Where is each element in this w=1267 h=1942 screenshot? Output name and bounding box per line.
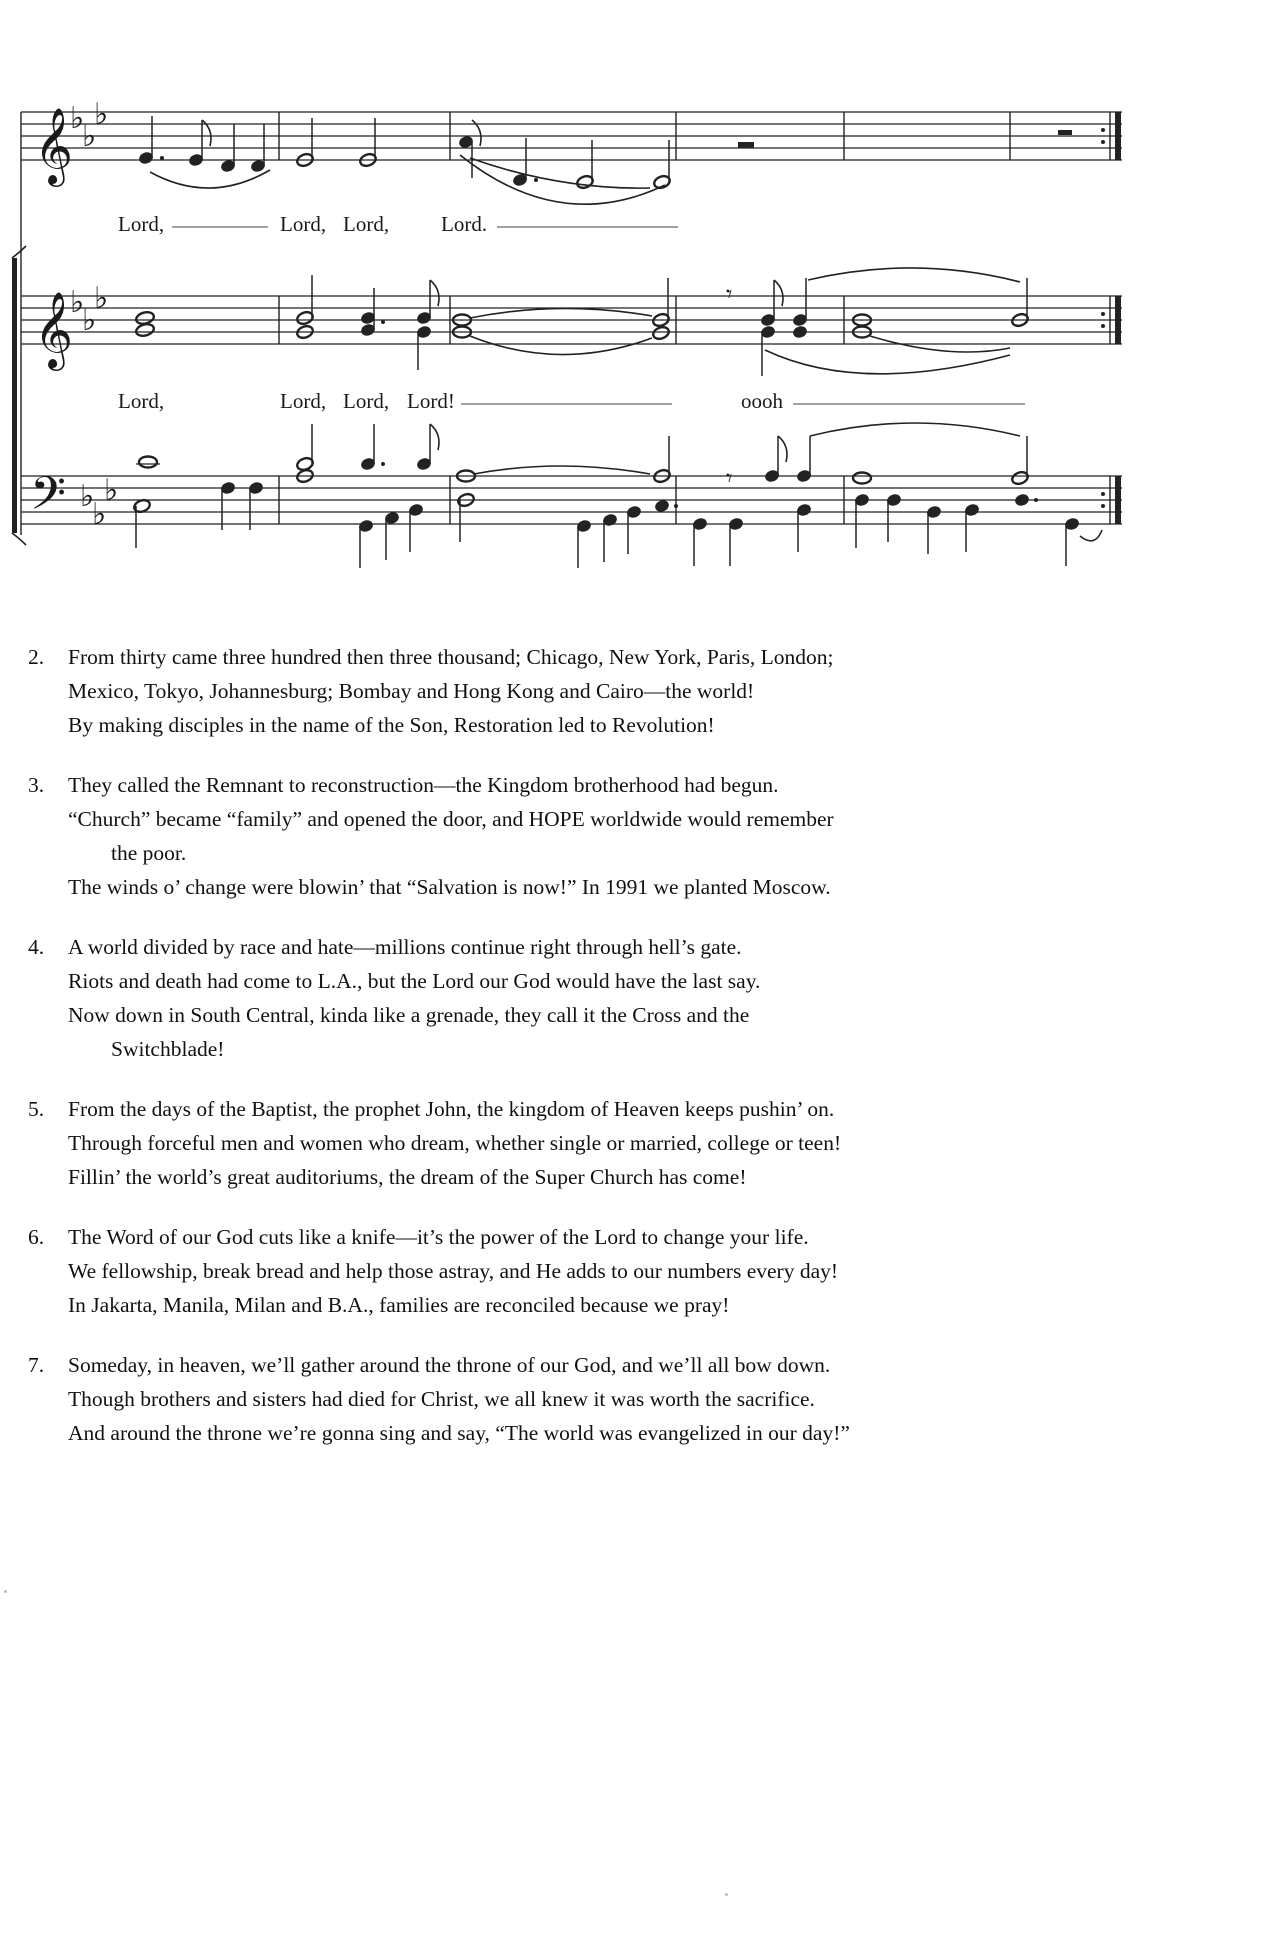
verse-number: 5.	[28, 1097, 45, 1121]
lyric-mid-3: Lord,	[343, 389, 390, 413]
lyric-mid-5: oooh	[741, 389, 783, 413]
svg-text:𝄾: 𝄾	[726, 466, 733, 492]
lyric-mid-2: Lord,	[280, 389, 327, 413]
staff-1	[21, 112, 1122, 160]
verse-5	[0, 1092, 1267, 1194]
verse-line: The winds o’ change were blowin’ that “Salvation is now!” In 1991 we planted Moscow.	[68, 875, 831, 899]
lyric-top-1: Lord,	[118, 212, 165, 236]
lyric-mid-1: Lord,	[118, 389, 165, 413]
lyric-mid-4: Lord!	[407, 389, 455, 413]
lyric-top-3: Lord,	[343, 212, 390, 236]
verse-line: Now down in South Central, kinda like a grenade, they call it the Cross and the	[68, 1003, 750, 1027]
svg-text:♭: ♭	[70, 286, 85, 319]
svg-text:♭: ♭	[82, 120, 97, 153]
verse-6	[0, 1220, 1267, 1322]
verse-line: Fillin’ the world’s great auditoriums, the dream of the Super Church has come!	[68, 1165, 747, 1189]
verse-line: They called the Remnant to reconstruction—the Kingdom brotherhood had begun.	[68, 773, 779, 797]
verse-number: 2.	[28, 645, 45, 669]
verse-line: By making disciples in the name of the Son, Restoration led to Revolution!	[68, 713, 715, 737]
scan-speck	[4, 1590, 7, 1593]
verse-number: 3.	[28, 773, 45, 797]
verse-line: And around the throne we’re gonna sing and say, “The world was evangelized in our day!”	[68, 1421, 850, 1445]
verse-line: The Word of our God cuts like a knife—it’s the power of the Lord to change your life.	[68, 1225, 809, 1249]
bass-clef-icon: 𝄢	[30, 469, 67, 531]
verse-number: 6.	[28, 1225, 45, 1249]
bracket-hook-top	[12, 246, 26, 258]
verse-2	[0, 640, 1267, 742]
staff-2-slurs	[470, 268, 1020, 374]
svg-text:♭: ♭	[82, 304, 97, 337]
verse-line: Though brothers and sisters had died for Christ, we all knew it was worth the sacrifice.	[68, 1387, 815, 1411]
key-signature-flats	[70, 282, 108, 337]
verse-line: “Church” became “family” and opened the door, and HOPE worldwide would remember	[68, 807, 834, 831]
lyric-top-2: Lord,	[280, 212, 327, 236]
scan-speck	[725, 1893, 728, 1896]
svg-text:𝄾: 𝄾	[726, 282, 733, 308]
staff-2-notes	[135, 275, 1030, 376]
music-score	[0, 0, 1267, 600]
verse-line: the poor.	[111, 841, 187, 865]
verse-line: Switchblade!	[111, 1037, 225, 1061]
svg-text:♭: ♭	[80, 480, 95, 513]
verse-line: Mexico, Tokyo, Johannesburg; Bombay and Hong Kong and Cairo—the world!	[68, 679, 755, 703]
lyric-top-4: Lord.	[441, 212, 488, 236]
svg-text:♭: ♭	[94, 98, 109, 131]
staff-1-lyrics	[118, 212, 678, 236]
verse-number: 7.	[28, 1353, 45, 1377]
svg-text:♭: ♭	[94, 282, 109, 315]
verse-line: A world divided by race and hate—millions continue right through hell’s gate.	[68, 935, 742, 959]
bracket-hook-bottom	[12, 533, 26, 545]
staff-2-lyrics	[118, 389, 1025, 413]
verse-7	[0, 1348, 1267, 1450]
verse-number: 4.	[28, 935, 45, 959]
staff-3-notes	[133, 424, 1081, 568]
verse-line: We fellowship, break bread and help those astray, and He adds to our numbers every day!	[68, 1259, 839, 1283]
verse-4	[0, 930, 1267, 1066]
verse-3	[0, 768, 1267, 904]
verse-line: From the days of the Baptist, the prophet John, the kingdom of Heaven keeps pushin’ on.	[68, 1097, 835, 1121]
treble-clef-icon: 𝄞	[34, 294, 74, 367]
key-signature-flats	[80, 474, 118, 531]
svg-text:♭: ♭	[92, 498, 107, 531]
svg-text:♭: ♭	[70, 102, 85, 135]
grand-staff-bracket	[12, 258, 17, 533]
staff-3	[21, 476, 1122, 524]
verse-line: Someday, in heaven, we’ll gather around the throne of our God, and we’ll all bow down.	[68, 1353, 831, 1377]
staff-1-notes	[138, 116, 1072, 190]
staff-3-slurs	[474, 423, 1102, 541]
verses-section	[0, 640, 1267, 1474]
treble-clef-icon: 𝄞	[34, 110, 74, 183]
svg-text:♭: ♭	[104, 474, 119, 507]
staff-2	[21, 296, 1122, 344]
verse-line: From thirty came three hundred then three thousand; Chicago, New York, Paris, London;	[68, 645, 834, 669]
verse-line: Through forceful men and women who dream, whether single or married, college or teen!	[68, 1131, 842, 1155]
verse-line: In Jakarta, Manila, Milan and B.A., families are reconciled because we pray!	[68, 1293, 730, 1317]
verse-line: Riots and death had come to L.A., but the Lord our God would have the last say.	[68, 969, 761, 993]
key-signature-flats	[70, 98, 108, 153]
